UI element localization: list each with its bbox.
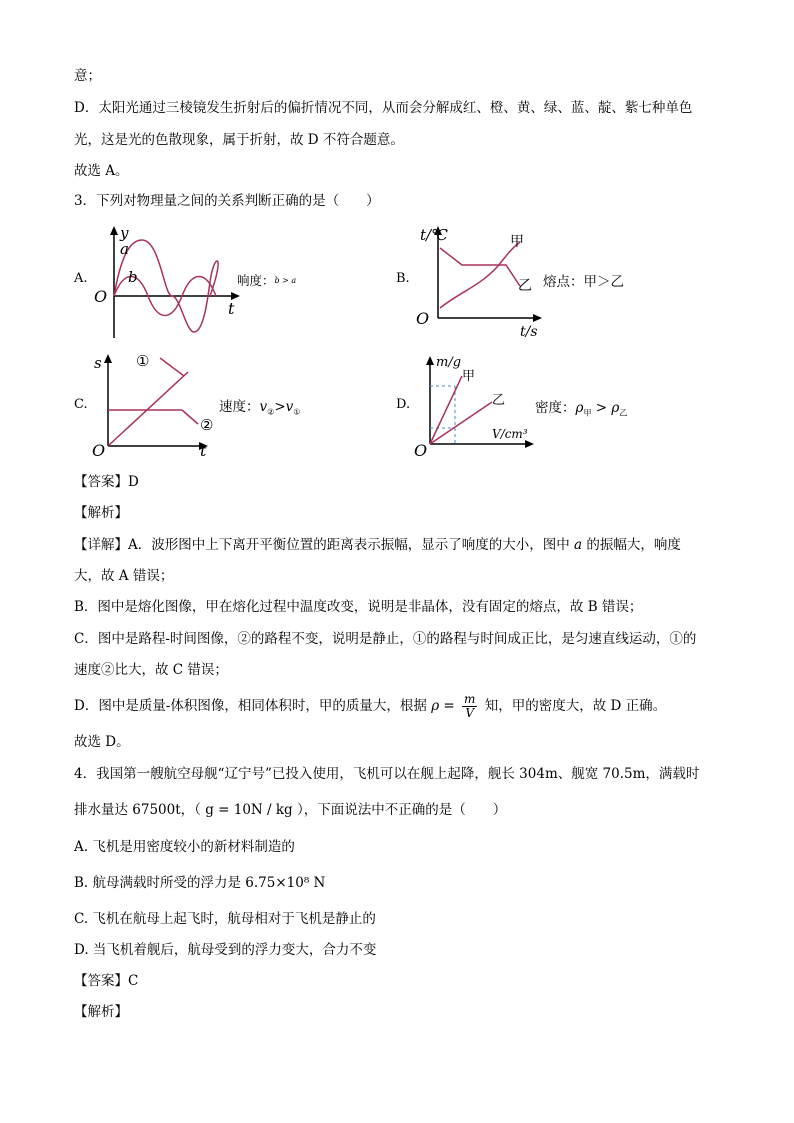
- q3-option-b-y-label: t/℃: [420, 226, 448, 244]
- q3-option-d-rho1: ρ: [575, 400, 584, 416]
- q3-option-a-caption: 响度：: [237, 273, 275, 288]
- q3-option-b-graph: [410, 220, 550, 344]
- q3-analysis-tag: 【解析】: [74, 505, 128, 521]
- q3-option-a-caption-value: b > a: [274, 276, 297, 285]
- q3-conclusion: 故选 D。: [74, 734, 130, 750]
- q4-answer: [74, 971, 138, 991]
- q3-option-a-curve-b-label: b: [128, 268, 138, 286]
- prev-answer-option-d-line1: D．太阳光通过三棱镜发生折射后的偏折情况不同，从而会分解成红、橙、黄、绿、蓝、靛、紫七种单色: [74, 100, 693, 116]
- q4-stem-line1: 4．我国第一艘航空母舰“辽宁号”已投入使用，飞机可以在舰上起降，舰长 304m、舰宽 70.5m，满载时: [74, 766, 700, 782]
- q3-option-a-graph: [90, 222, 250, 346]
- q3-detail-a-var: a: [574, 537, 583, 553]
- q3-detail-tag: 【详解】: [74, 537, 128, 553]
- q3-option-b-caption: 熔点：甲＞乙: [543, 274, 624, 290]
- q4-answer-value: C: [128, 973, 139, 989]
- prev-answer-text: 意；: [74, 68, 101, 84]
- q3-option-b-series-2-label: 乙: [518, 278, 532, 294]
- q3-option-b-series-1-label: 甲: [510, 234, 524, 250]
- q4-option-c: C. 飞机在航母上起飞时，航母相对于飞机是静止的: [74, 911, 376, 927]
- prev-answer-conclusion: 故选 A。: [74, 163, 129, 179]
- q3-option-d-rho1-sub: 甲: [583, 408, 592, 418]
- q4-analysis-tag: 【解析】: [74, 1004, 128, 1020]
- q3-option-a-curve-a-label: a: [120, 240, 129, 258]
- q3-option-c-line-2-ext: [182, 410, 198, 424]
- q4-option-d: D. 当飞机着舰后，航母受到的浮力变大，合力不变: [74, 942, 377, 958]
- q4-option-a: A. 飞机是用密度较小的新材料制造的: [74, 839, 295, 855]
- q3-answer-tag: 【答案】: [74, 474, 128, 490]
- q3-option-c-caption: 速度：: [219, 399, 260, 415]
- q3-option-c-line-1: [108, 372, 188, 446]
- q3-detail-d-rho: ρ =: [431, 698, 460, 714]
- q4-stem-line2: 排水量达 67500t，（ g = 10N / kg ），下面说法中不正确的是（ ）: [74, 802, 507, 818]
- q3-option-b-series-1: [440, 242, 520, 308]
- q3-option-d-rho2: ρ: [611, 400, 620, 416]
- q3-option-c-v2-sub: ②: [267, 407, 275, 417]
- prev-answer-option-d-line2: 光，这是光的色散现象，属于折射，故 D 不符合题意。: [74, 132, 404, 148]
- q3-option-c-v2: v: [259, 399, 268, 415]
- q4-option-b: B. 航母满载时所受的浮力是 6.75×10⁸ N: [74, 875, 326, 891]
- q3-detail-d-text2: 知，甲的密度大，故 D 正确。: [480, 698, 667, 714]
- q3-option-d-line-2-label: 乙: [492, 393, 506, 408]
- q3-detail-d-denominator: V: [465, 706, 475, 720]
- q3-detail-a-text1: A．波形图中上下离开平衡位置的距离表示振幅，显示了响度的大小，图中: [128, 537, 575, 553]
- q3-option-d-origin: O: [414, 441, 428, 460]
- q3-option-a-y-label: y: [120, 224, 129, 242]
- q3-option-c-x-label: t: [200, 441, 207, 460]
- q3-option-a-x-label: t: [228, 299, 235, 318]
- q3-option-d-y-label: m/g: [436, 355, 462, 370]
- q3-detail-d: [74, 692, 666, 720]
- q3-option-c-line-1-ext: [160, 358, 184, 376]
- q3-option-c-y-label: s: [94, 354, 102, 372]
- q3-option-b-letter: B.: [396, 271, 410, 286]
- q3-option-c-v1: v: [285, 399, 294, 415]
- q3-option-d-x-label: V/cm³: [492, 427, 528, 441]
- q3-option-d-graph: [412, 350, 540, 462]
- q3-option-c-graph: [90, 344, 220, 460]
- q3-option-a-letter: A.: [74, 271, 88, 286]
- q3-detail-a-line2: 大，故 A 错误；: [74, 568, 174, 584]
- q4-answer-tag: 【答案】: [74, 973, 128, 989]
- q3-answer: [74, 472, 139, 492]
- q3-option-a-curve-a: [114, 240, 218, 332]
- q3-detail-a-text2: 的振幅大，响度: [582, 537, 681, 553]
- q3-option-c-origin: O: [92, 441, 106, 460]
- q3-detail-b: B．图中是熔化图像，甲在熔化过程中温度改变，说明是非晶体，没有固定的熔点，故 B 错误；: [74, 599, 643, 615]
- q3-option-d-caption: 密度：: [535, 400, 576, 416]
- q3-option-c-v1-sub: ①: [293, 407, 301, 417]
- q3-option-a-origin: O: [94, 287, 108, 306]
- q3-answer-value: D: [128, 474, 139, 490]
- q3-option-c-gt: >: [274, 399, 286, 415]
- q3-option-b-origin: O: [416, 309, 430, 328]
- q3-option-c-letter: C.: [74, 397, 88, 412]
- q3-option-c-line-2-label: ②: [200, 416, 214, 434]
- q3-detail-a-line1: [74, 535, 681, 555]
- q3-detail-c-line2: 速度②比大，故 C 错误；: [74, 662, 228, 678]
- q3-detail-d-numerator: m: [464, 692, 476, 706]
- q3-detail-d-fraction: [462, 693, 477, 720]
- q3-option-d-line-1-label: 甲: [462, 369, 476, 384]
- q3-option-d-rho2-sub: 乙: [619, 408, 628, 418]
- q3-stem: 3．下列对物理量之间的关系判断正确的是（ ）: [74, 193, 380, 209]
- q3-option-c-line-1-label: ①: [136, 352, 150, 370]
- q3-detail-c-line1: C．图中是路程-时间图像，②的路程不变，说明是静止，①的路程与时间成正比，是匀速直线运动，①的: [74, 631, 697, 647]
- q3-option-d-gt: >: [591, 400, 612, 416]
- q3-detail-d-text1: D．图中是质量-体积图像，相同体积时，甲的质量大，根据: [74, 698, 432, 714]
- q3-option-d-letter: D.: [396, 397, 411, 412]
- q3-option-b-x-label: t/s: [520, 324, 538, 340]
